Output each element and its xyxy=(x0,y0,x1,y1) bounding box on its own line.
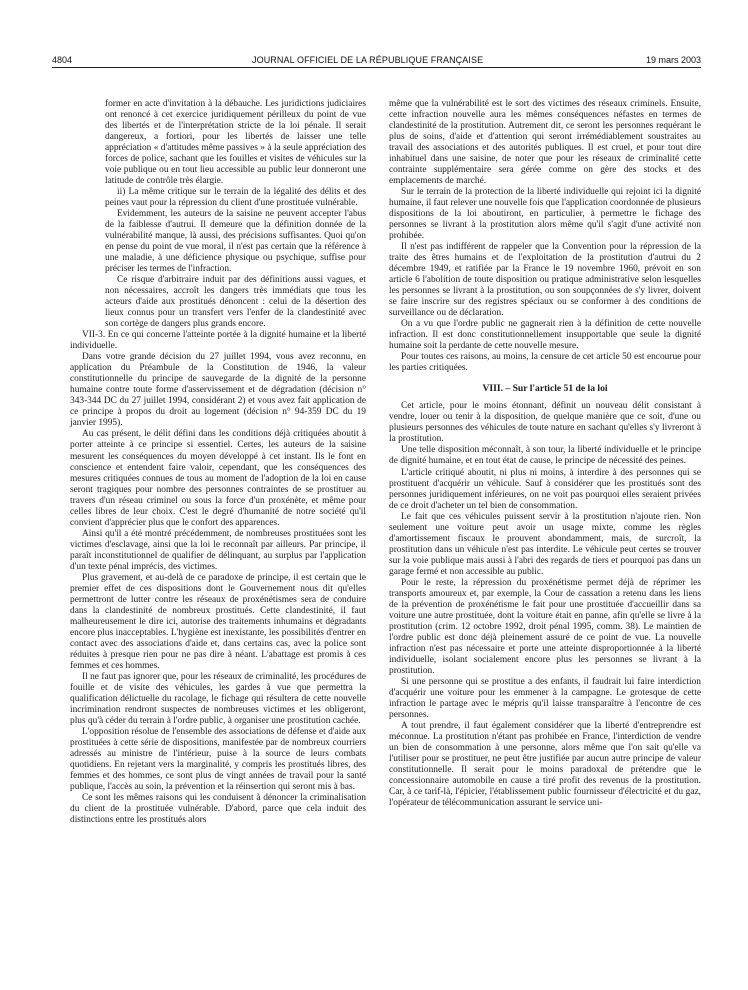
paragraph: Si une personne qui se prostitue a des enfants, il faudrait lui faire interdiction d'acquérir une voiture pour les emmener à la campagne. Le grotesque de cette infraction le partage avec le mépris qu'il laisse transparaître à l'encontre de ces personnes. xyxy=(389,676,701,720)
paragraph: Pour toutes ces raisons, au moins, la censure de cet article 50 est encourue pour les parties critiquées. xyxy=(389,352,701,374)
journal-title: JOURNAL OFFICIEL DE LA RÉPUBLIQUE FRANÇAISE xyxy=(252,55,484,65)
paragraph: VII-3. En ce qui concerne l'atteinte portée à la dignité humaine et la liberté individuelle. xyxy=(70,330,366,352)
paragraph: Il ne faut pas ignorer que, pour les réseaux de criminalité, les procédures de fouille et de visite des véhicules, les gardes à vue que permettra la qualification délictuelle du racolage, le fichage qui résultera de cette nouvelle incrimination rendront suspectes de nombreuses victimes et les obligeront, plus qu'à céder du terrain à l'ordre public, à organiser une prostitution cachée. xyxy=(70,671,366,726)
paragraph: On a vu que l'ordre public ne gagnerait rien à la définition de cette nouvelle infraction. Il est donc constitutionnellement insupportable que seule la dignité humaine soit la perdante de cette nouvelle mesure. xyxy=(389,319,701,352)
paragraph: Ainsi qu'il a été montré précédemment, de nombreuses prostituées sont les victimes d'esclavage, ainsi que la loi le reconnaît par ailleurs. Par principe, il paraît inconstitutionnel de qualifier de délinquant, au surplus par l'application d'un texte pénal imprécis, des victimes. xyxy=(70,528,366,572)
header-rule xyxy=(52,67,701,68)
paragraph: Il n'est pas indifférent de rappeler que la Convention pour la répression de la traite des êtres humains et de l'exploitation de la prostitution d'autrui du 2 décembre 1949, et ratifiée par la France le 19 novembre 1960, prévoit en son article 6 l'abolition de toute disposition ou pratique administrative selon lesquelles les personnes se livrant à la prostitution, ou son soupçonnées de s'y livrer, doivent se faire inscrire sur des registres spéciaux ou se conformer à des conditions de surveillance ou de déclaration. xyxy=(389,242,701,319)
paragraph: Sur le terrain de la protection de la liberté individuelle qui rejoint ici la dignité humaine, il faut relever une nouvelle fois que l'application coordonnée de plusieurs dispositions de la loi aboutiront, en particulier, à permettre le fichage des personnes se livrant à la prostitution alors même qu'il s'agit d'une activité non prohibée. xyxy=(389,187,702,242)
paragraph: Le fait que ces véhicules puissent servir à la prostitution n'ajoute rien. Non seulement une voiture peut avoir un usage mixte, comme les règles d'amortissement fiscaux le prouvent abondamment, mais, de surcroît, la prostitution dans un véhicule n'est pas interdite. Le véhicule peut certes se trouver sur la voie publique mais aussi à l'abri des regards de tiers et pourquoi pas dans un garage fermé et non accessible au public. xyxy=(389,511,701,577)
paragraph: Ce sont les mêmes raisons qui les conduisent à dénoncer la criminalisation du client de la prostituée vulnérable. D'abord, parce que cela induit des distinctions entre les prostitués alors xyxy=(70,792,366,826)
paragraph: Au cas présent, le délit défini dans les conditions déjà critiquées aboutit à porter atteinte à ce principe si essentiel. Certes, les auteurs de la saisine mesurent les conséquences du moyen développé à cet instant. Ils le font en conscience et entendent faire valoir, cependant, que les conséquences des mesures critiquées connues de tous au moment de l'adoption de la loi en cause seront tragiques pour nombre des personnes contraintes de se prostituer au travers d'un réseau criminel ou sous la force d'un proxénète, et même pour celles libres de leur choix. C'est le degré d'humanité de notre société qu'il convient d'apprécier plus que le confort des apparences. xyxy=(70,429,366,528)
page-number: 4804 xyxy=(52,55,73,65)
publication-date: 19 mars 2003 xyxy=(645,55,701,65)
right-column xyxy=(389,99,701,809)
paragraph: Ce risque d'arbitraire induit par des définitions aussi vagues, et non nécessaires, accroît les dangers très immédiats que tous les acteurs d'aide aux prostitués dénoncent : celui de la désertion des lieux connus pour un transfert vers l'enfer de la clandestinité avec son cortège de dangers plus grands encore. xyxy=(105,275,366,330)
paragraph: L'article critiqué aboutit, ni plus ni moins, à interdire à des personnes qui se prostituent d'acquérir un véhicule. Sauf à considérer que les prostitués sont des personnes juridiquement inférieures, on ne voit pas pourquoi elles seraient privées de ce droit d'acheter un tel bien de consommation. xyxy=(389,467,701,511)
paragraph: A tout prendre, il faut également considérer que la liberté d'entreprendre est méconnue. La prostitution n'étant pas prohibée en France, l'interdiction de vendre un bien de consommation à une personne, alors même que l'on sait qu'elle va l'utiliser pour se prostituer, ne peut être justifiée par aucun autre principe de valeur constitutionnelle. Il serait pour le moins paradoxal de prétendre que le concessionnaire automobile en cause a tiré profit des revenus de la prostitution. Car, à ce tarif-là, l'épicier, l'établissement public fournisseur d'électricité et du gaz, l'opérateur de télécommunication assurant le service uni- xyxy=(389,720,701,808)
paragraph: Dans votre grande décision du 27 juillet 1994, vous avez reconnu, en application du Préambule de la Constitution de 1946, la valeur constitutionnelle du principe de sauvegarde de la dignité de la personne humaine contre toute forme d'asservissement et de dégradation (décision n° 343-344 DC du 27 juillet 1994, considérant 2) et vous avez fait application de ce principe à propos du droit au logement (décision n° 94-359 DC du 19 janvier 1995). xyxy=(70,352,366,429)
paragraph: Pour le reste, la répression du proxénétisme permet déjà de réprimer les transports amoureux et, par exemple, la Cour de cassation a retenu dans les liens de la prévention de proxénétisme le fait pour une prostituée d'accueillir dans sa voiture une autre prostituée, dont la voiture était en panne, afin qu'elle se livre à la prostitution (crim. 12 octobre 1992, droit pénal 1995, comm. 38). Le maintien de l'ordre public est donc déjà pleinement assuré de ce point de vue. La nouvelle infraction n'est pas nécessaire et porte une atteinte disproportionnée à la liberté individuelle, isolant socialement encore plus les personnes se livrant à la prostitution. xyxy=(389,577,701,676)
left-column xyxy=(70,99,366,826)
paragraph: Evidemment, les auteurs de la saisine ne peuvent accepter l'abus de la faiblesse d'autrui. Il demeure que la définition donnée de la vulnérabilité manque, là aussi, des précisions suffisantes. Quoi qu'on en pense du point de vue moral, il n'est pas certain que la référence à une maladie, à une déficience physique ou psychique, suffise pour préciser les termes de l'infraction. xyxy=(105,209,366,275)
section-heading: VIII. – Sur l'article 51 de la loi xyxy=(482,383,608,395)
paragraph: Une telle disposition méconnaît, à son tour, la liberté individuelle et le principe de dignité humaine, et en tout état de cause, le principe de nécessité des peines. xyxy=(389,445,701,467)
paragraph: L'opposition résolue de l'ensemble des associations de défense et d'aide aux prostituées à cette série de dispositions, manifestée par de nombreux courriers adressés au ministre de l'intérieur, puise à la source de leurs combats quotidiens. En rejetant vers la marginalité, y compris les prostitués libres, des femmes et des hommes, ce sont plus de vingt années de travail pour la santé publique, l'accès au soin, la prévention et la réinsertion qui seront mis à bas. xyxy=(70,726,366,792)
paragraph: Cet article, pour le moins étonnant, définit un nouveau délit consistant à vendre, louer ou tenir à la disposition, de quelque manière que ce soit, d'une ou plusieurs personnes des véhicules de toute nature en sachant qu'elles s'y livreront à la prostitution. xyxy=(389,401,701,445)
paragraph: ii) La même critique sur le terrain de la légalité des délits et des peines vaut pour la répression du client d'une prostituée vulnérable. xyxy=(105,187,366,209)
paragraph: Plus gravement, et au-delà de ce paradoxe de principe, il est certain que le premier effet de ces dispositions dont le Gouvernement nous dit qu'elles permettront de lutter contre les réseaux de proxénétismes sera de conduire dans la clandestinité de nombreux prostitués. Cette clandestinité, il faut malheureusement le dire ici, autorise des traitements inhumains et dégradants encore plus inacceptables. L'hygiène est inexistante, les possibilités d'entrer en contact avec des associations d'aide et, dans certains cas, avec la police sont réduites à presque rien pour ne pas dire à néant. L'abattage est promis à ces femmes et ces hommes. xyxy=(70,572,366,671)
paragraph: former en acte d'invitation à la débauche. Les juridictions judiciaires ont renoncé à cet exercice juridiquement périlleux du point de vue des libertés et de l'interprétation stricte de la loi pénale. Il serait dangereux, a fortiori, pour les libertés de laisser une telle appréciation « d'attitudes même passives » à la seule appréciation des forces de police, sachant que les fouilles et visites de véhicules sur la voie publique ou en tout lieu accessible au public leur donneront une latitude de contrôle très élargie. xyxy=(105,99,366,187)
paragraph: même que la vulnérabilité est le sort des victimes des réseaux criminels. Ensuite, cette infraction nouvelle aura les mêmes conséquences néfastes en termes de clandestinité de la prostitution. Autrement dit, ce seront les personnes requérant le plus de soins, d'aide et d'attention qui seront irrémédiablement soustraites au travail des associations et des autorités publiques. Il est cruel, et pour tout dire inhabituel dans une saisine, de noter que pour les réseaux de criminalité cette contrainte supplémentaire sera gérée comme on gère des stocks et des emplacements de marché. xyxy=(389,99,701,187)
